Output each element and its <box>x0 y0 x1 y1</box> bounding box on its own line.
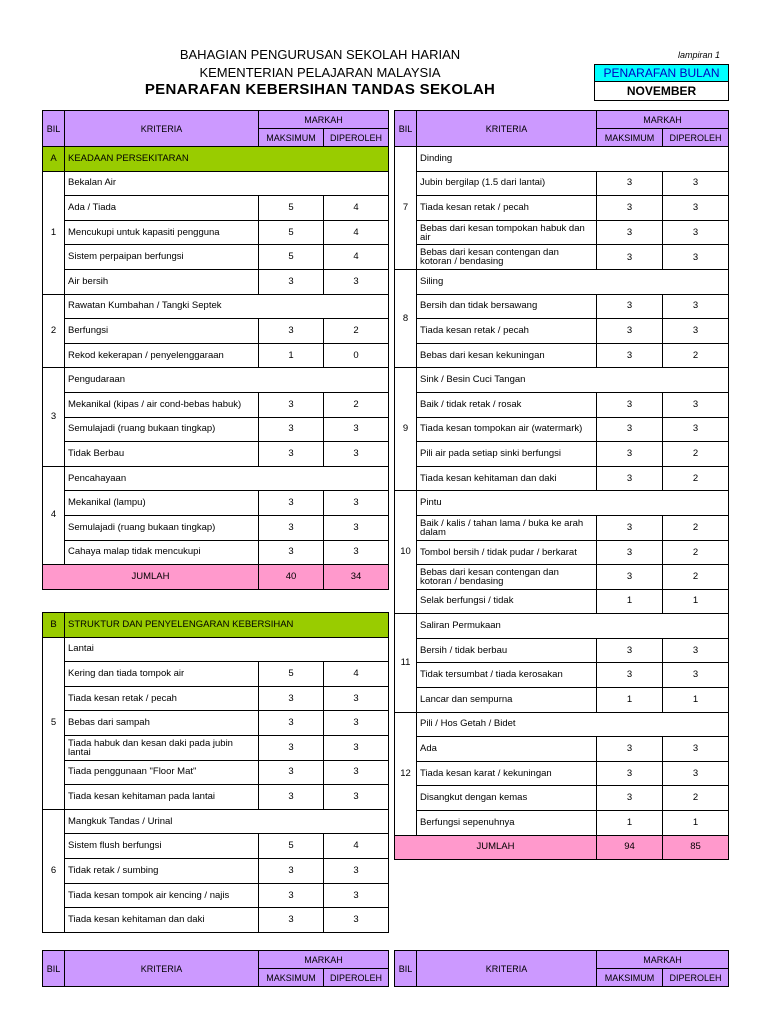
max-score: 3 <box>597 196 663 221</box>
max-score: 3 <box>597 565 663 590</box>
obtained-score: 2 <box>663 442 729 467</box>
page-title: PENARAFAN KEBERSIHAN TANDAS SEKOLAH <box>144 81 496 98</box>
table-row <box>43 686 389 711</box>
table-row <box>43 760 389 785</box>
max-score: 3 <box>259 491 324 516</box>
obtained-score: 3 <box>663 737 729 762</box>
max-score: 3 <box>597 417 663 442</box>
table-row <box>43 785 389 810</box>
max-score: 3 <box>597 245 663 270</box>
group-title-row <box>395 712 729 737</box>
obtained-score: 3 <box>324 540 389 565</box>
group-number: 1 <box>43 171 65 294</box>
criteria-label: Cahaya malap tidak mencukupi <box>65 540 259 565</box>
obtained-score: 3 <box>324 442 389 467</box>
group-title: Sink / Besin Cuci Tangan <box>417 368 729 393</box>
criteria-label: Tiada kesan retak / pecah <box>417 319 597 344</box>
max-score: 3 <box>597 786 663 811</box>
obtained-score: 3 <box>663 196 729 221</box>
header-row <box>395 951 729 969</box>
total-label: JUMLAH <box>43 565 259 590</box>
table-row <box>395 663 729 688</box>
criteria-label: Tiada penggunaan "Floor Mat" <box>65 760 259 785</box>
obtained-score: 3 <box>663 761 729 786</box>
obtained-score: 4 <box>324 662 389 687</box>
criteria-label: Selak berfungsi / tidak <box>417 589 597 614</box>
max-score: 3 <box>259 858 324 883</box>
criteria-label: Air bersih <box>65 269 259 294</box>
group-title: Dinding <box>417 147 729 172</box>
section-code: A <box>43 147 65 172</box>
group-title-row <box>395 614 729 639</box>
criteria-label: Tiada kesan tompokan air (watermark) <box>417 417 597 442</box>
obtained-score: 3 <box>663 392 729 417</box>
criteria-label: Tidak Berbau <box>65 442 259 467</box>
obtained-score: 1 <box>663 811 729 836</box>
max-score: 5 <box>259 834 324 859</box>
table-row <box>43 442 389 467</box>
obtained-score: 3 <box>663 220 729 245</box>
table-row <box>43 319 389 344</box>
obtained-score: 2 <box>324 319 389 344</box>
criteria-label: Berfungsi <box>65 319 259 344</box>
criteria-label: Mekanikal (lampu) <box>65 491 259 516</box>
col-kriteria-header: KRITERIA <box>65 111 259 147</box>
criteria-label: Bebas dari sampah <box>65 711 259 736</box>
criteria-label: Semulajadi (ruang bukaan tingkap) <box>65 515 259 540</box>
criteria-label: Ada / Tiada <box>65 196 259 221</box>
attachment-label: lampiran 1 <box>677 50 720 60</box>
table-bottom-right-header <box>394 950 729 987</box>
group-title: Mangkuk Tandas / Urinal <box>65 809 389 834</box>
ministry-name: KEMENTERIAN PELAJARAN MALAYSIA <box>199 65 441 80</box>
max-score: 3 <box>597 319 663 344</box>
group-title: Lantai <box>65 637 389 662</box>
obtained-score: 3 <box>324 417 389 442</box>
max-score: 3 <box>259 711 324 736</box>
obtained-score: 3 <box>324 269 389 294</box>
criteria-label: Bebas dari kesan kekuningan <box>417 343 597 368</box>
col-kriteria-header: KRITERIA <box>417 111 597 147</box>
table-row <box>43 908 389 933</box>
table-row <box>395 761 729 786</box>
obtained-score: 2 <box>663 786 729 811</box>
group-title: Siling <box>417 269 729 294</box>
criteria-label: Tidak tersumbat / tiada kerosakan <box>417 663 597 688</box>
criteria-label: Kering dan tiada tompok air <box>65 662 259 687</box>
criteria-label: Berfungsi sepenuhnya <box>417 811 597 836</box>
group-number: 8 <box>395 269 417 367</box>
criteria-label: Tiada kesan karat / kekuningan <box>417 761 597 786</box>
table-row <box>43 392 389 417</box>
table-row <box>43 883 389 908</box>
table-right-criteria <box>394 110 729 860</box>
max-score: 3 <box>597 442 663 467</box>
table-row <box>395 515 729 540</box>
table-row <box>395 565 729 590</box>
group-number: 2 <box>43 294 65 368</box>
col-bil-header: BIL <box>43 111 65 147</box>
criteria-label: Tiada kesan retak / pecah <box>417 196 597 221</box>
rating-month-label: PENARAFAN BULAN <box>595 65 728 82</box>
table-row <box>43 834 389 859</box>
table-row <box>395 196 729 221</box>
max-score: 3 <box>259 392 324 417</box>
table-row <box>395 392 729 417</box>
obtained-score: 2 <box>663 343 729 368</box>
group-title-row <box>43 637 389 662</box>
group-number: 5 <box>43 637 65 809</box>
table-row <box>43 269 389 294</box>
max-score: 5 <box>259 196 324 221</box>
criteria-label: Ada <box>417 737 597 762</box>
criteria-label: Mekanikal (kipas / air cond-bebas habuk) <box>65 392 259 417</box>
obtained-score: 3 <box>324 491 389 516</box>
criteria-label: Disangkut dengan kemas <box>417 786 597 811</box>
criteria-label: Tiada kesan kehitaman dan daki <box>65 908 259 933</box>
section-title: STRUKTUR DAN PENYELENGARAN KEBERSIHAN <box>65 613 389 638</box>
obtained-score: 0 <box>324 343 389 368</box>
obtained-score: 4 <box>324 220 389 245</box>
obtained-score: 3 <box>663 417 729 442</box>
total-max: 94 <box>597 835 663 860</box>
max-score: 3 <box>597 663 663 688</box>
criteria-label: Mencukupi untuk kapasiti pengguna <box>65 220 259 245</box>
total-obtained: 85 <box>663 835 729 860</box>
criteria-label: Pili air pada setiap sinki berfungsi <box>417 442 597 467</box>
obtained-score: 3 <box>663 638 729 663</box>
max-score: 3 <box>597 392 663 417</box>
max-score: 3 <box>597 343 663 368</box>
col-maksimum-header: MAKSIMUM <box>597 969 663 987</box>
obtained-score: 1 <box>663 688 729 713</box>
table-row <box>395 171 729 196</box>
obtained-score: 2 <box>324 392 389 417</box>
criteria-label: Tiada habuk dan kesan daki pada jubin lantai <box>65 735 259 760</box>
max-score: 3 <box>597 515 663 540</box>
table-row <box>395 343 729 368</box>
max-score: 3 <box>597 761 663 786</box>
max-score: 3 <box>597 638 663 663</box>
obtained-score: 4 <box>324 245 389 270</box>
obtained-score: 3 <box>663 171 729 196</box>
obtained-score: 2 <box>663 466 729 491</box>
group-title: Rawatan Kumbahan / Tangki Septek <box>65 294 389 319</box>
section-row <box>43 613 389 638</box>
group-title-row <box>43 171 389 196</box>
table-row <box>395 220 729 245</box>
header-row <box>43 111 389 129</box>
max-score: 3 <box>259 442 324 467</box>
col-markah-header: MARKAH <box>259 951 389 969</box>
criteria-label: Bebas dari kesan contengan dan kotoran / bendasing <box>417 245 597 270</box>
col-markah-header: MARKAH <box>597 951 729 969</box>
obtained-score: 3 <box>324 515 389 540</box>
obtained-score: 1 <box>663 589 729 614</box>
col-maksimum-header: MAKSIMUM <box>259 129 324 147</box>
group-title-row <box>395 269 729 294</box>
obtained-score: 3 <box>663 663 729 688</box>
max-score: 5 <box>259 245 324 270</box>
obtained-score: 3 <box>324 760 389 785</box>
department-name: BAHAGIAN PENGURUSAN SEKOLAH HARIAN <box>179 47 461 62</box>
obtained-score: 2 <box>663 565 729 590</box>
max-score: 1 <box>597 688 663 713</box>
rating-month-box <box>594 64 729 101</box>
table-section-a <box>42 110 389 590</box>
max-score: 3 <box>259 417 324 442</box>
section-row <box>43 147 389 172</box>
obtained-score: 2 <box>663 540 729 565</box>
group-title-row <box>43 809 389 834</box>
group-title-row <box>395 491 729 516</box>
table-row <box>395 540 729 565</box>
obtained-score: 3 <box>324 785 389 810</box>
table-row <box>43 417 389 442</box>
group-title-row <box>43 294 389 319</box>
header-row <box>395 111 729 129</box>
group-number: 3 <box>43 368 65 466</box>
group-title: Pintu <box>417 491 729 516</box>
obtained-score: 4 <box>324 834 389 859</box>
col-kriteria-header: KRITERIA <box>65 951 259 987</box>
criteria-label: Lancar dan sempurna <box>417 688 597 713</box>
table-row <box>395 466 729 491</box>
criteria-label: Semulajadi (ruang bukaan tingkap) <box>65 417 259 442</box>
max-score: 3 <box>597 737 663 762</box>
table-row <box>43 858 389 883</box>
table-row <box>395 638 729 663</box>
table-row <box>43 245 389 270</box>
group-number: 12 <box>395 712 417 835</box>
table-row <box>43 343 389 368</box>
table-row <box>395 245 729 270</box>
max-score: 3 <box>259 735 324 760</box>
table-row <box>43 540 389 565</box>
criteria-label: Baik / kalis / tahan lama / buka ke arah dalam <box>417 515 597 540</box>
table-row <box>395 786 729 811</box>
obtained-score: 3 <box>663 319 729 344</box>
table-row <box>43 735 389 760</box>
col-maksimum-header: MAKSIMUM <box>259 969 324 987</box>
criteria-label: Bersih dan tidak bersawang <box>417 294 597 319</box>
obtained-score: 3 <box>324 858 389 883</box>
obtained-score: 4 <box>324 196 389 221</box>
col-markah-header: MARKAH <box>597 111 729 129</box>
group-number: 11 <box>395 614 417 712</box>
criteria-label: Jubin bergilap (1.5 dari lantai) <box>417 171 597 196</box>
group-number: 7 <box>395 147 417 270</box>
max-score: 3 <box>259 760 324 785</box>
table-row <box>395 442 729 467</box>
group-title-row <box>43 466 389 491</box>
criteria-label: Tidak retak / sumbing <box>65 858 259 883</box>
criteria-label: Tiada kesan kehitaman pada lantai <box>65 785 259 810</box>
criteria-label: Sistem perpaipan berfungsi <box>65 245 259 270</box>
group-title-row <box>395 147 729 172</box>
col-bil-header: BIL <box>395 951 417 987</box>
total-obtained: 34 <box>324 565 389 590</box>
group-number: 4 <box>43 466 65 564</box>
table-row <box>395 294 729 319</box>
col-bil-header: BIL <box>395 111 417 147</box>
max-score: 3 <box>259 540 324 565</box>
group-title: Bekalan Air <box>65 171 389 196</box>
table-row <box>43 491 389 516</box>
group-number: 6 <box>43 809 65 932</box>
criteria-label: Bebas dari kesan contengan dan kotoran / bendasing <box>417 565 597 590</box>
criteria-label: Tiada kesan retak / pecah <box>65 686 259 711</box>
table-row <box>43 515 389 540</box>
col-diperoleh-header: DIPEROLEH <box>324 969 389 987</box>
max-score: 5 <box>259 662 324 687</box>
criteria-label: Tiada kesan kehitaman dan daki <box>417 466 597 491</box>
criteria-label: Bersih / tidak berbau <box>417 638 597 663</box>
total-row <box>43 565 389 590</box>
obtained-score: 3 <box>324 735 389 760</box>
criteria-label: Tombol bersih / tidak pudar / berkarat <box>417 540 597 565</box>
obtained-score: 3 <box>324 883 389 908</box>
table-row <box>395 589 729 614</box>
obtained-score: 2 <box>663 515 729 540</box>
max-score: 3 <box>259 883 324 908</box>
obtained-score: 3 <box>663 294 729 319</box>
group-title: Saliran Permukaan <box>417 614 729 639</box>
rating-month-value: NOVEMBER <box>626 84 697 98</box>
max-score: 1 <box>597 811 663 836</box>
max-score: 3 <box>259 515 324 540</box>
max-score: 3 <box>597 171 663 196</box>
table-row <box>395 737 729 762</box>
col-diperoleh-header: DIPEROLEH <box>663 969 729 987</box>
group-number: 9 <box>395 368 417 491</box>
max-score: 3 <box>597 540 663 565</box>
max-score: 3 <box>259 269 324 294</box>
group-title: Pili / Hos Getah / Bidet <box>417 712 729 737</box>
table-row <box>43 196 389 221</box>
total-max: 40 <box>259 565 324 590</box>
col-markah-header: MARKAH <box>259 111 389 129</box>
obtained-score: 3 <box>324 908 389 933</box>
group-title-row <box>395 368 729 393</box>
max-score: 3 <box>597 466 663 491</box>
criteria-label: Bebas dari kesan tompokan habuk dan air <box>417 220 597 245</box>
max-score: 1 <box>597 589 663 614</box>
col-diperoleh-header: DIPEROLEH <box>663 129 729 147</box>
table-row <box>43 220 389 245</box>
table-row <box>395 688 729 713</box>
max-score: 3 <box>259 319 324 344</box>
criteria-label: Tiada kesan tompok air kencing / najis <box>65 883 259 908</box>
table-row <box>395 417 729 442</box>
max-score: 3 <box>259 686 324 711</box>
col-bil-header: BIL <box>43 951 65 987</box>
criteria-label: Rekod kekerapan / penyelenggaraan <box>65 343 259 368</box>
criteria-label: Sistem flush berfungsi <box>65 834 259 859</box>
total-row <box>395 835 729 860</box>
obtained-score: 3 <box>324 686 389 711</box>
table-bottom-left-header <box>42 950 389 987</box>
col-kriteria-header: KRITERIA <box>417 951 597 987</box>
group-title: Pencahayaan <box>65 466 389 491</box>
obtained-score: 3 <box>324 711 389 736</box>
max-score: 3 <box>259 785 324 810</box>
group-title-row <box>43 368 389 393</box>
max-score: 1 <box>259 343 324 368</box>
table-row <box>43 711 389 736</box>
section-code: B <box>43 613 65 638</box>
criteria-label: Baik / tidak retak / rosak <box>417 392 597 417</box>
table-section-b <box>42 612 389 933</box>
group-title: Pengudaraan <box>65 368 389 393</box>
obtained-score: 3 <box>663 245 729 270</box>
max-score: 3 <box>597 294 663 319</box>
max-score: 5 <box>259 220 324 245</box>
table-row <box>395 811 729 836</box>
table-row <box>43 662 389 687</box>
col-maksimum-header: MAKSIMUM <box>597 129 663 147</box>
total-label: JUMLAH <box>395 835 597 860</box>
header-row <box>43 951 389 969</box>
group-number: 10 <box>395 491 417 614</box>
max-score: 3 <box>259 908 324 933</box>
section-title: KEADAAN PERSEKITARAN <box>65 147 389 172</box>
max-score: 3 <box>597 220 663 245</box>
table-row <box>395 319 729 344</box>
col-diperoleh-header: DIPEROLEH <box>324 129 389 147</box>
